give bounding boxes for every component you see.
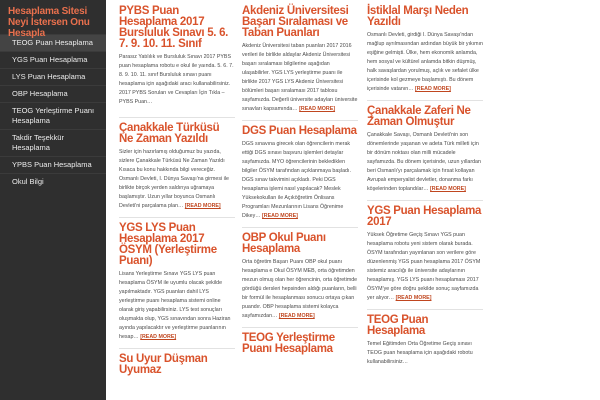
nav-item-ygs[interactable]: YGS Puan Hesaplama: [0, 51, 106, 68]
nav-item-teog[interactable]: TEOG Puan Hesaplama: [0, 34, 106, 51]
sidebar: [0, 0, 106, 400]
read-more-link[interactable]: [READ MORE]: [415, 86, 451, 92]
nav-item-teog-yerlestirme[interactable]: TEOG Yerleştirme Puanı Hesaplama: [0, 102, 106, 129]
post-title[interactable]: PYBS Puan Hesaplama 2017 Bursluluk Sınavı 5. 6. 7. 9. 10. 11. Sınıf: [119, 5, 229, 50]
post-excerpt: Akdeniz Üniversitesi taban puanları 2017 2016 verileri ile birlikte aldaylar Akdeniz Üniversitesi başarı sıralaması bilgilerine aşağıdan ulaşabilirler. YGS LYS yerleştirme puanı ile birlikte 2017 YGS LYS Akdeniz Üniversitesi bölümleri başarı sıralaması 2017 tablosu sayfamızda. Değerli üniversite adayları üniversite sınavları kapsamında… [READ MORE]: [242, 43, 358, 112]
nav-item-okul-bilgi[interactable]: Okul Bilgi: [0, 173, 106, 190]
nav-menu: [0, 34, 106, 190]
post-card: [119, 6, 235, 107]
post-excerpt: Yüksek Öğretime Geçiş Sınavı YGS puan hesaplama robotu yeni sistem olarak burada. ÖSYM tarafından yayınlanan son verilere göre düzenlenmiş YGS puan hesaplama 2017 ÖSYM sistemiz aracılığı ile üniversite adaylarının hesaplamış. YGS LYS puanı hesaplaması 2017 ÖSYM'ye göre doğru şekilde sonuç sayfamızda yer alıyor… [READ MORE]: [367, 232, 481, 301]
post-excerpt: DGS sınavına girecek olan öğrencilerin merak ettiği DGS sınavı başvuru işlemleri detaylar sayfamızda. MYO öğrencilerinin beklediklen bilgiler ÖSYM tarafından açıklanmaya başladı. DGS sınav takvimini açıkladı. Peki DGS hesaplama işlemi nasıl yapılacak? Meslek Yüksekokulları ile Açıköğretim Önlisans Programları Mezunlarının Lisans Öğrenime Dikey… [READ MORE]: [242, 141, 351, 219]
divider: [242, 120, 358, 121]
post-title[interactable]: OBP Okul Puanı Hesaplama: [242, 232, 326, 255]
divider: [367, 200, 483, 201]
nav-item-obp[interactable]: OBP Hesaplama: [0, 85, 106, 102]
read-more-link[interactable]: [READ MORE]: [140, 334, 177, 340]
post-title[interactable]: TEOG Yerleştirme Puanı Hesaplama: [242, 332, 335, 355]
read-more-link[interactable]: [READ MORE]: [299, 106, 336, 112]
read-more-link[interactable]: [READ MORE]: [395, 295, 432, 301]
post-card: [242, 333, 358, 355]
nav-item-lys[interactable]: LYS Puan Hesaplama: [0, 68, 106, 85]
post-excerpt: Temel Eğitimden Orta Öğretime Geçiş sınavı TEOG puan hesaplama için aşağıdaki robotu kullanabilirsiniz…: [367, 341, 473, 365]
post-card: [367, 6, 483, 94]
read-more-link[interactable]: [READ MORE]: [184, 203, 221, 209]
post-column-3: [367, 0, 483, 367]
read-more-link[interactable]: [READ MORE]: [278, 313, 315, 319]
divider: [119, 348, 235, 349]
post-title[interactable]: YGS LYS Puan Hesaplama 2017 ÖSYM (Yerleştirme Puanı): [119, 222, 217, 267]
post-title[interactable]: YGS Puan Hesaplama 2017: [367, 205, 482, 228]
divider: [242, 327, 358, 328]
divider: [119, 217, 235, 218]
read-more-link[interactable]: [READ MORE]: [262, 213, 298, 219]
post-excerpt: Osmanlı Devleti, girdiği I. Dünya Savaşı'ndan mağlup ayrılmasından ardından büyük bir yıkımın eşiğine gelmişti. Ülke, hem ekonomik anlamda, hem sosyal ve kültürel anlamda bitkin düşmüş, halk savaşlardan yorulmuş, açlık ve sefalet ülke içerisinde kol gezmeye başlamıştı. Bu dönem içerisinde vatanın… [READ MORE]: [367, 32, 483, 92]
nav-item-takdir-tesekkur[interactable]: Takdir Teşekkür Hesaplama: [0, 129, 106, 156]
post-excerpt: Parasız Yatılılık ve Bursluluk Sınavı 2017 PYBS puan hesaplama robotu e okul ile yaında. 5. 6. 7. 8. 9. 10. 11. sınıf Bursluluk sınavı puanı hesaplama için aşağıdaki aracı kullanabilirsiniz. 2017 PYBS Soruları ve Cevapları İçin Tıkla – PYBS Puan…: [119, 54, 234, 105]
divider: [367, 309, 483, 310]
read-more-link[interactable]: [READ MORE]: [430, 186, 466, 192]
divider: [242, 227, 358, 228]
divider: [367, 100, 483, 101]
post-title[interactable]: DGS Puan Hesaplama: [242, 125, 357, 137]
post-card: [242, 6, 358, 114]
post-column-1: [119, 0, 235, 376]
post-title[interactable]: TEOG Puan Hesaplama: [367, 314, 429, 337]
post-card: [242, 233, 358, 321]
post-card: [119, 123, 235, 211]
post-card: [119, 223, 235, 342]
post-card: [367, 106, 483, 194]
post-column-2: [242, 0, 358, 355]
post-title[interactable]: İstiklal Marşı Neden Yazıldı: [367, 5, 469, 28]
post-card: [367, 315, 483, 367]
post-title[interactable]: Akdeniz Üniversitesi Başarı Sıralaması ve Taban Puanları: [242, 5, 349, 39]
post-title[interactable]: Çanakkale Türküsü Ne Zaman Yazıldı: [119, 122, 220, 145]
post-card: [242, 126, 358, 221]
site-title[interactable]: Hesaplama Sitesi Neyi İstersen Onu Hesapla: [8, 6, 90, 39]
post-excerpt: Sizler için hazırlamış olduğumuz bu yazıda, sizlere Çanakkale Türküsü Ne Zaman Yazıldı Kısaca bu konu hakkında bilgi vereceğiz. Osmanlı Devleti, I. Dünya Savaşı'na girmesi ile birlikte birçok yerden saldırıya uğramaya başlamıştır. Uzun yıllar boyunca Osmanlı Devleti'ni parçalama plan… [READ MORE]: [119, 149, 229, 209]
nav-item-ypbs[interactable]: YPBS Puan Hesaplama: [0, 156, 106, 173]
post-card: [367, 206, 483, 303]
post-excerpt: Lisans Yerleştirme Sınavı YGS LYS puan hesaplama ÖSYM ile uyumlu olacak şekilde yapılmaktadır. YGS puanları dahil LYS yerleştirme puanı hesaplama sistemi online olarak giriş yapabilirsiniz. LYS test sonuçları oluşmakta olup, YGS sınavından sonra Haziran ayında yapılacaktır ve yerleştirme puanlarının hesap… [READ MORE]: [119, 271, 231, 340]
post-card: [119, 354, 235, 376]
divider: [119, 117, 235, 118]
post-excerpt: Çanakkale Savaşı, Osmanlı Devleti'nin son dönemlerinde yaşanan ve adeta Türk milleti için bir dönüm noktası olan milli mücadele sayfamızda. Bu dönem içerisinde, uzun yıllardan beri Osmanlı'yı parçalamak için fırsat kollayan Avrupalı emperyalist devletler, donanma farkı köşelerinden toplandılar… [READ MORE]: [367, 132, 481, 192]
post-title[interactable]: Çanakkale Zaferi Ne Zaman Olmuştur: [367, 105, 471, 128]
post-excerpt: Orta öğretim Başarı Puanı OBP okul puanı hesaplama e Okul ÖSYM MEB, orta öğretimden mezun olmuş olan her öğrencinin, orta öğretimde gördüğü dersleri hepsinden aldığı puanların, belli bir formül ile hesaplanması sonucu ortaya çıkan puandır. OBP hesaplama sistemi kolayca sayfamızdan… [READ MORE]: [242, 259, 358, 319]
post-title[interactable]: Su Uyur Düşman Uyumaz: [119, 353, 208, 376]
